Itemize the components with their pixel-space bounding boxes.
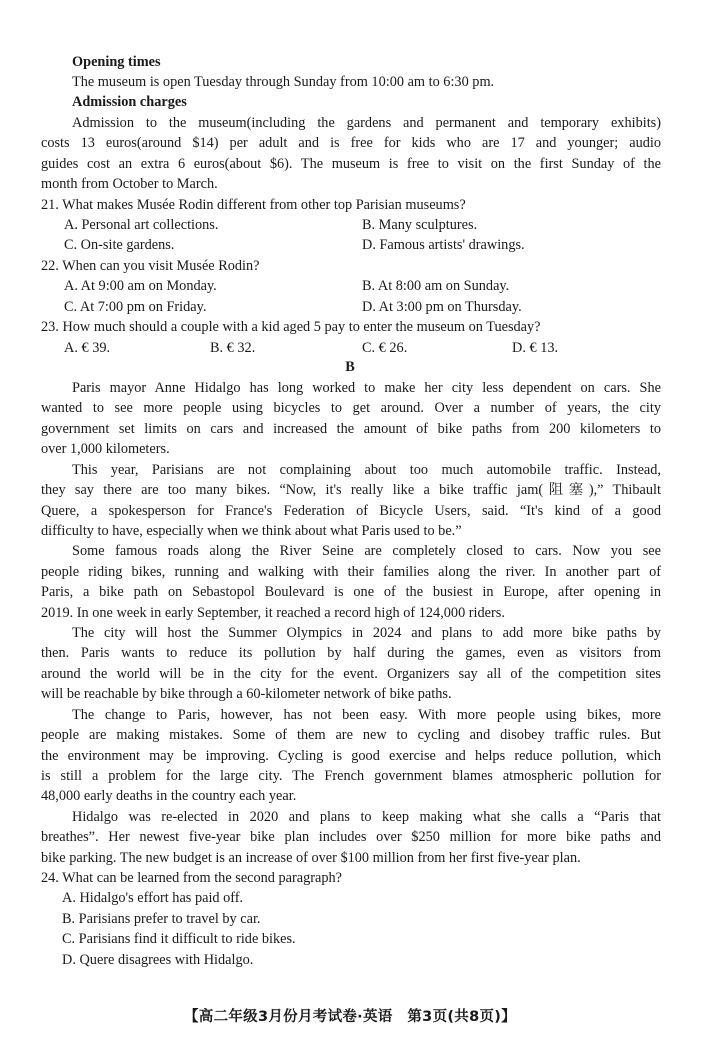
question-23-option-b: B. € 32. bbox=[210, 340, 256, 356]
question-22-option-b: B. At 8:00 am on Sunday. bbox=[362, 278, 510, 294]
passage-line: wanted to see more people using bicycles to get around. Over a number of years, the city bbox=[41, 400, 661, 416]
admission-line: guides cost an extra 6 euros(about $6). The museum is free to visit on the first Sunday of the bbox=[41, 156, 661, 172]
passage-line: will be reachable by bike through a 60-kilometer network of bike paths. bbox=[41, 686, 452, 702]
passage-line: breathes”. Her newest five-year bike plan includes over $250 million for more bike paths and bbox=[41, 829, 661, 845]
passage-line: The change to Paris, however, has not been easy. With more people using bikes, more bbox=[72, 707, 661, 723]
passage-line: government set limits on cars and increased the amount of bike paths from 200 kilometers to bbox=[41, 421, 661, 437]
passage-line: Quere, a spokesperson for France's Federation of Bicycle Users, said. “It's kind of a good bbox=[41, 503, 661, 519]
passage-line: people are making mistakes. Some of them are new to cycling and disobey traffic rules. But bbox=[41, 727, 661, 743]
passage-line: people riding bikes, running and walking with their families along the river. In another part of bbox=[41, 564, 661, 580]
passage-line: Some famous roads along the River Seine are completely closed to cars. Now you see bbox=[72, 543, 661, 559]
question-24-option-b: B. Parisians prefer to travel by car. bbox=[62, 911, 261, 927]
question-22-option-c: C. At 7:00 pm on Friday. bbox=[64, 299, 207, 315]
passage-line: difficulty to have, especially when we think about what Paris used to be.” bbox=[41, 523, 462, 539]
question-24-option-c: C. Parisians find it difficult to ride bikes. bbox=[62, 931, 296, 947]
passage-line: they say there are too many bikes. “Now, it's really like a bike traffic jam(阻塞),” Thibault bbox=[41, 482, 661, 498]
question-21-option-c: C. On-site gardens. bbox=[64, 237, 175, 253]
question-24-option-d: D. Quere disagrees with Hidalgo. bbox=[62, 952, 254, 968]
admission-line: costs 13 euros(around $14) per adult and is free for kids who are 17 and younger; audio bbox=[41, 135, 661, 151]
passage-line: Hidalgo was re-elected in 2020 and plans to keep making what she calls a “Paris that bbox=[72, 809, 661, 825]
question-24-stem: 24. What can be learned from the second paragraph? bbox=[41, 870, 343, 886]
question-23-stem: 23. How much should a couple with a kid aged 5 pay to enter the museum on Tuesday? bbox=[41, 319, 541, 335]
admission-line: Admission to the museum(including the gardens and permanent and temporary exhibits) bbox=[72, 115, 661, 131]
question-21-option-d: D. Famous artists' drawings. bbox=[362, 237, 525, 253]
passage-line: around the world will be in the city for the event. Organizers say all of the competition sites bbox=[41, 666, 661, 682]
passage-line: over 1,000 kilometers. bbox=[41, 441, 170, 457]
passage-line: The city will host the Summer Olympics in 2024 and plans to add more bike paths by bbox=[72, 625, 661, 641]
passage-line: 2019. In one week in early September, it reached a record high of 124,000 riders. bbox=[41, 605, 505, 621]
admission-line: month from October to March. bbox=[41, 176, 218, 192]
section-b-heading: B bbox=[345, 359, 355, 375]
question-23-option-d: D. € 13. bbox=[512, 340, 559, 356]
question-23-option-a: A. € 39. bbox=[64, 340, 111, 356]
question-22-stem: 22. When can you visit Musée Rodin? bbox=[41, 258, 260, 274]
passage-line: This year, Parisians are not complaining about too much automobile traffic. Instead, bbox=[72, 462, 661, 478]
passage-line: is still a problem for the large city. The French government blames atmospheric pollution for bbox=[41, 768, 661, 784]
opening-times-text: The museum is open Tuesday through Sunday from 10:00 am to 6:30 pm. bbox=[72, 74, 495, 90]
question-21-option-b: B. Many sculptures. bbox=[362, 217, 478, 233]
passage-line: bike parking. The new budget is an increase of over $100 million from her first five-year plan. bbox=[41, 850, 581, 866]
question-22-option-a: A. At 9:00 am on Monday. bbox=[64, 278, 217, 294]
passage-line: Paris mayor Anne Hidalgo has long worked to make her city less dependent on cars. She bbox=[72, 380, 661, 396]
question-24-option-a: A. Hidalgo's effort has paid off. bbox=[62, 890, 244, 906]
opening-times-heading: Opening times bbox=[72, 54, 161, 70]
passage-line: the environment may be improving. Cycling is good exercise and helps reduce pollution, which bbox=[41, 748, 661, 764]
question-21-stem: 21. What makes Musée Rodin different from other top Parisian museums? bbox=[41, 197, 466, 213]
question-22-option-d: D. At 3:00 pm on Thursday. bbox=[362, 299, 522, 315]
passage-line: 48,000 early deaths in the country each year. bbox=[41, 788, 297, 804]
admission-heading: Admission charges bbox=[72, 94, 187, 110]
passage-line: then. Paris wants to reduce its pollution by half during the games, even as visitors from bbox=[41, 645, 661, 661]
question-23-option-c: C. € 26. bbox=[362, 340, 408, 356]
page-footer: 【高二年级3月份月考试卷·英语 第3页(共8页)】 bbox=[183, 1009, 517, 1025]
question-21-option-a: A. Personal art collections. bbox=[64, 217, 219, 233]
passage-line: Paris, a bike path on Sebastopol Boulevard is one of the busiest in Europe, after opening in bbox=[41, 584, 661, 600]
